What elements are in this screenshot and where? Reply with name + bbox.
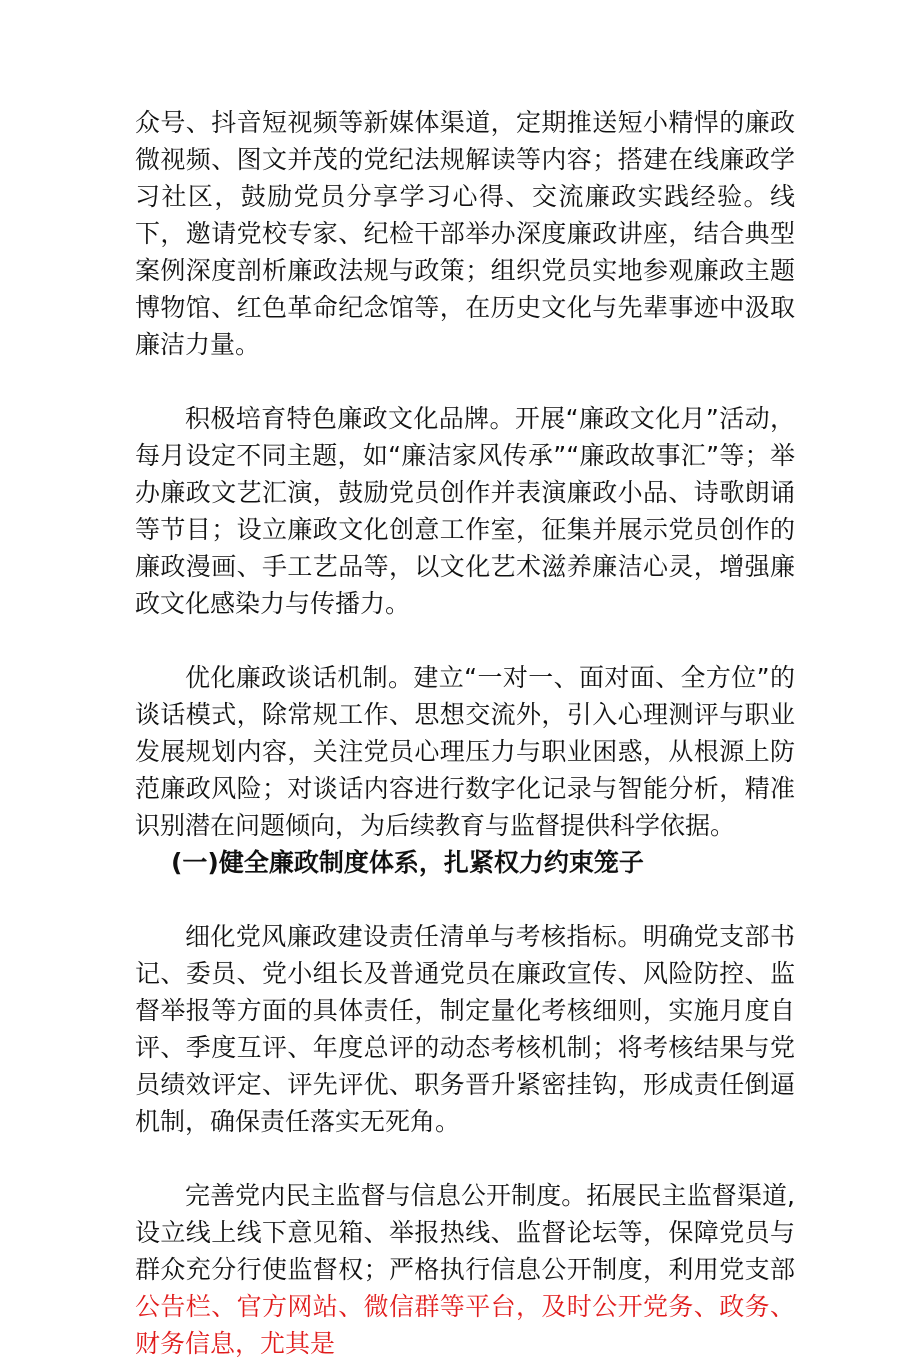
- paragraph-2: 积极培育特色廉政文化品牌。开展“廉政文化月”活动，每月设定不同主题，如“廉洁家风传承”“廉政故事汇”等；举办廉政文艺汇演，鼓励党员创作并表演廉政小品、诗歌朗诵等节目；设立廉政文化创意工作室，征集并展示党员创作的廉政漫画、手工艺品等，以文化艺术滋养廉洁心灵，增强廉政文化感染力与传播力。: [135, 404, 795, 618]
- paragraph-1: 众号、抖音短视频等新媒体渠道，定期推送短小精悍的廉政微视频、图文并茂的党纪法规解读等内容；搭建在线廉政学习社区，鼓励党员分享学习心得、交流廉政实践经验。线下，邀请党校专家、纪检干部举办深度廉政讲座，结合典型案例深度剖析廉政法规与政策；组织党员实地参观廉政主题博物馆、红色革命纪念馆等，在历史文化与先辈事迹中汲取廉洁力量。: [135, 108, 795, 359]
- section-heading: (一)健全廉政制度体系，扎紧权力约束笼子: [171, 848, 644, 877]
- paragraph-5-text: 完善党内民主监督与信息公开制度。拓展民主监督渠道,设立线上线下意见箱、举报热线、监督论坛等，保障党员与群众充分行使监督权；严格执行信息公开制度，利用党支部: [135, 1181, 795, 1284]
- paragraph-3: 优化廉政谈话机制。建立“一对一、面对面、全方位”的谈话模式，除常规工作、思想交流外，引入心理测评与职业发展规划内容，关注党员心理压力与职业困惑，从根源上防范廉政风险；对谈话内容进行数字化记录与智能分析，精准识别潜在问题倾向，为后续教育与监督提供科学依据。: [135, 663, 795, 840]
- paragraph-5: [135, 1177, 795, 1362]
- document-body: [135, 104, 795, 1362]
- paragraph-5-highlight: 公告栏、官方网站、微信群等平台，及时公开党务、政务、财务信息，尤其是: [135, 1292, 795, 1358]
- paragraph-4: 细化党风廉政建设责任清单与考核指标。明确党支部书记、委员、党小组长及普通党员在廉政宣传、风险防控、监督举报等方面的具体责任，制定量化考核细则，实施月度自评、季度互评、年度总评的动态考核机制；将考核结果与党员绩效评定、评先评优、职务晋升紧密挂钩，形成责任倒逼机制，确保责任落实无死角。: [135, 922, 795, 1136]
